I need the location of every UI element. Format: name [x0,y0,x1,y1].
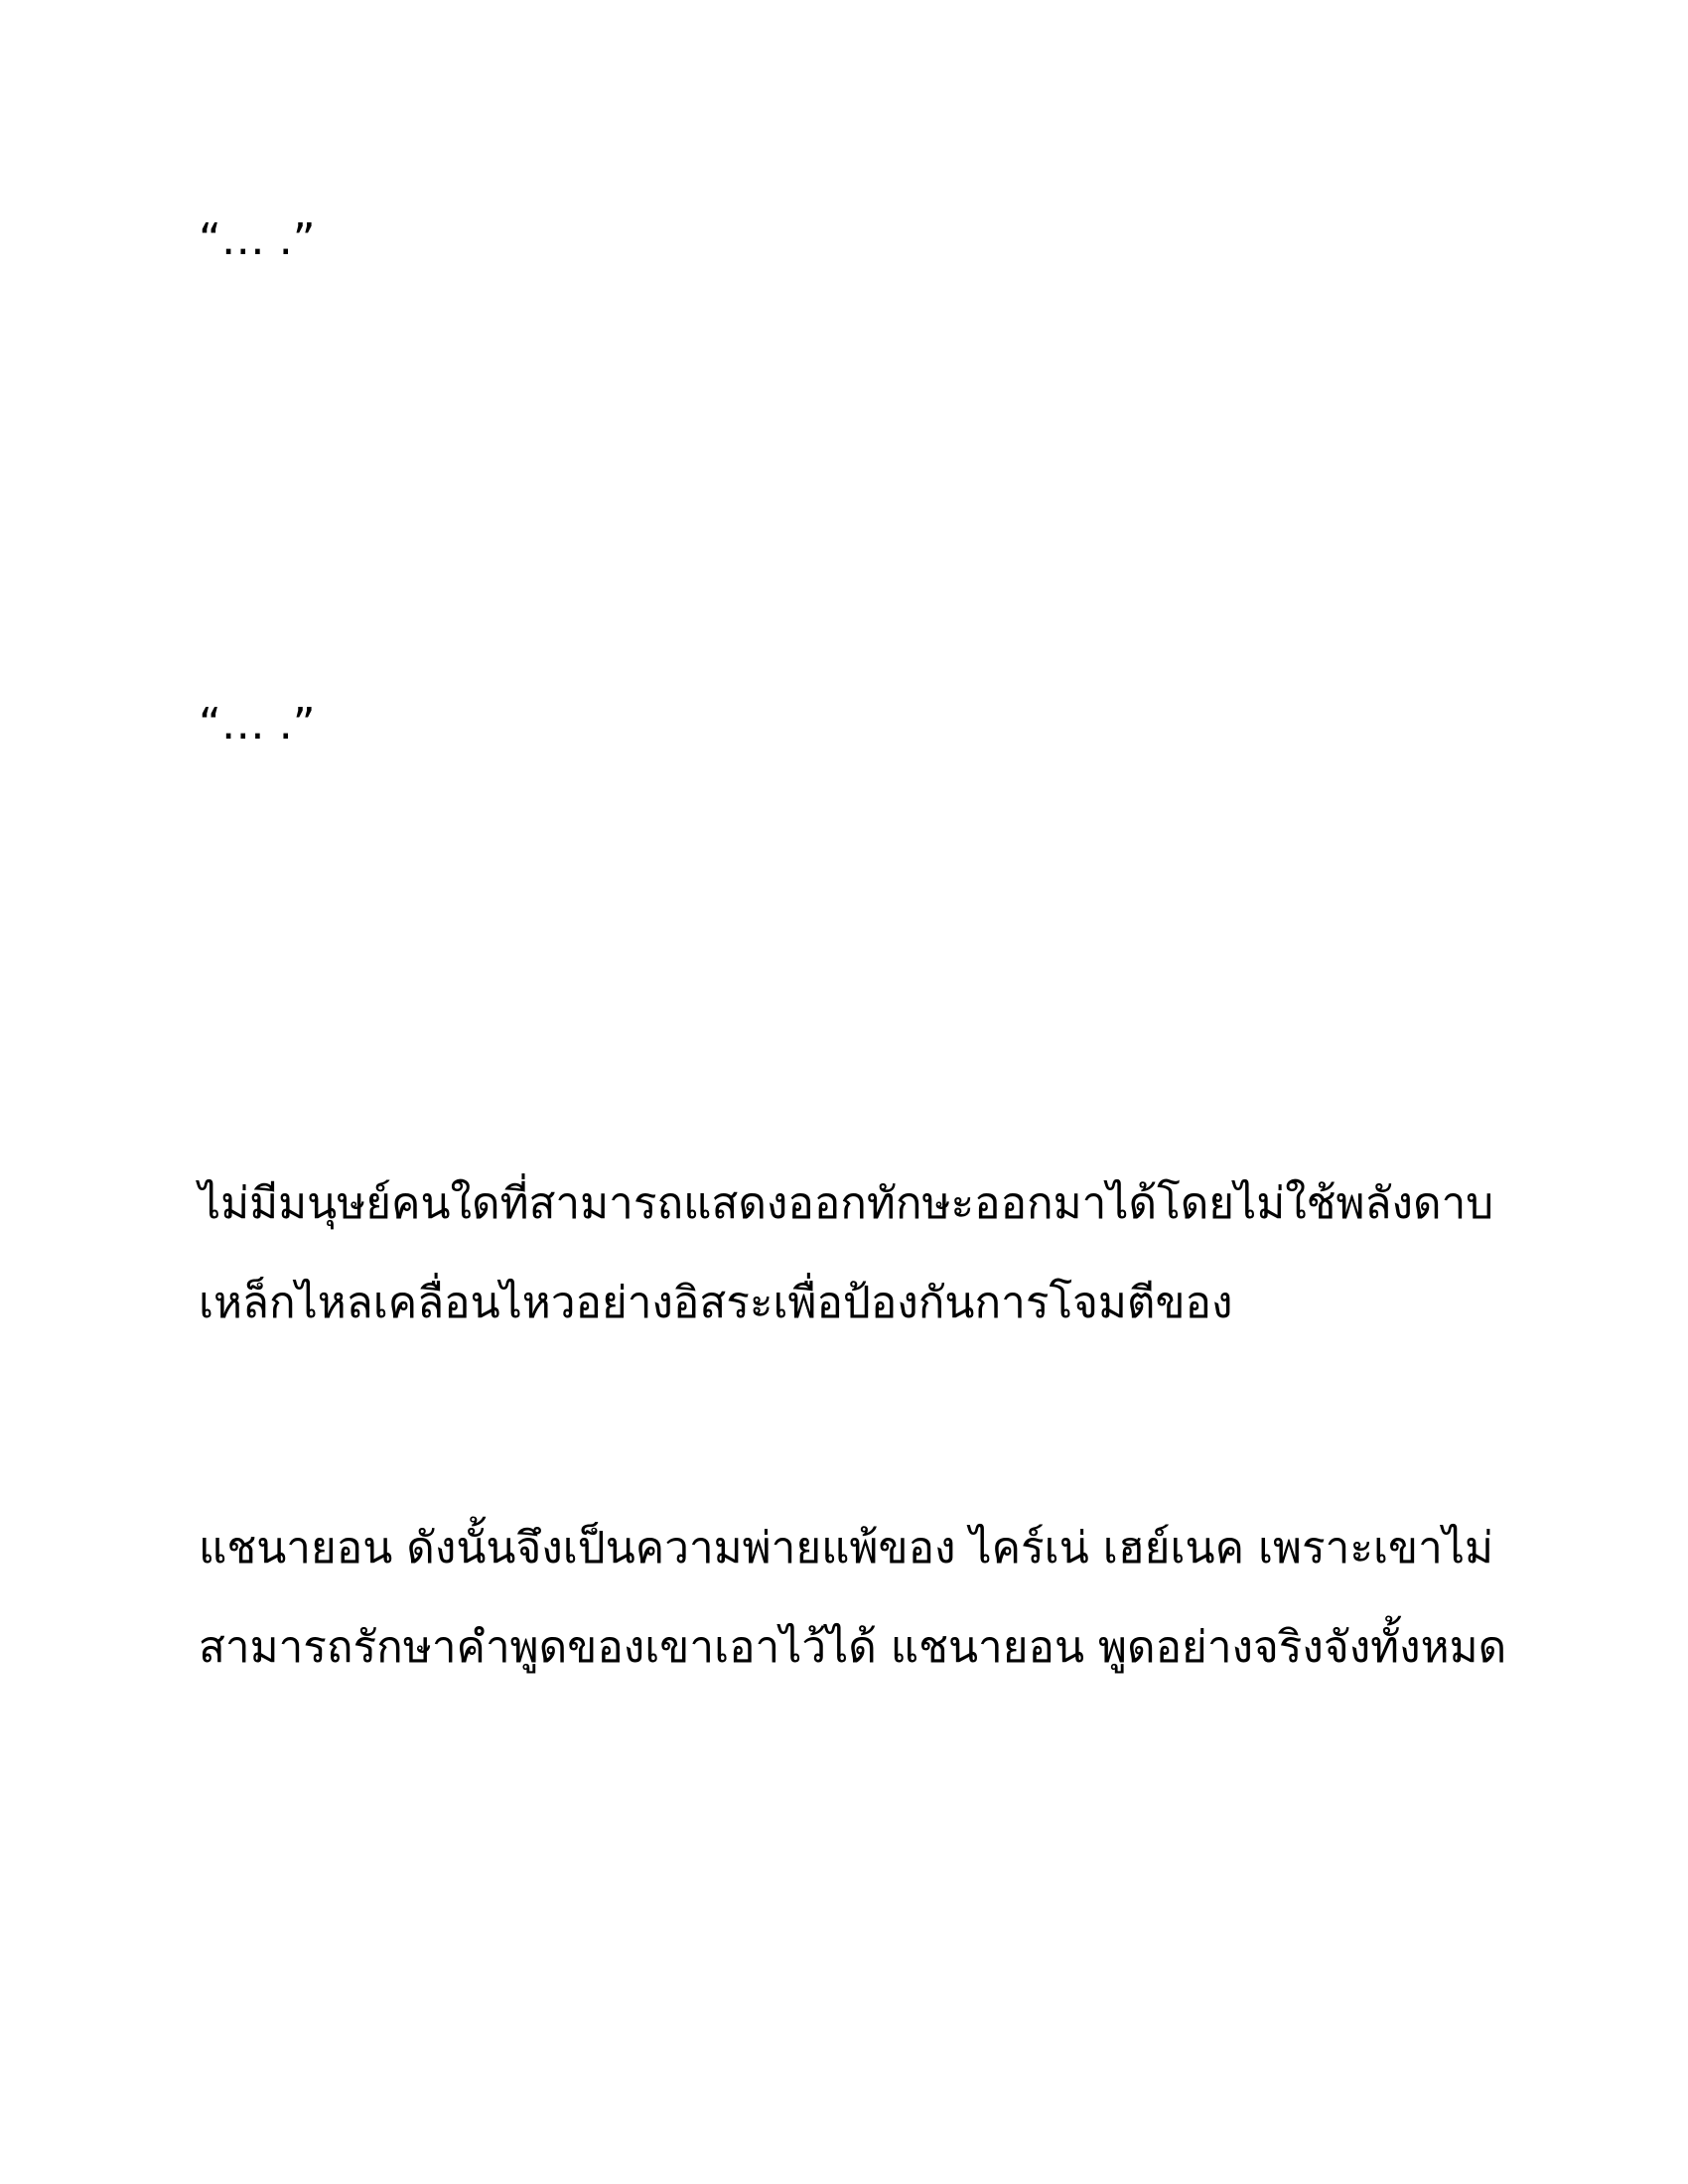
dialogue-quote-2: “… .” [199,699,316,750]
dialogue-quote-1: “… .” [199,214,316,265]
paragraph-2-line-1: แชนายอน ดังนั้นจึงเป็นความพ่ายแพ้ของ ไคร์เน่ เฮย์เนค เพราะเขาไม่ [199,1523,1493,1573]
paragraph-1-line-2: เหล็กไหลเคลื่อนไหวอย่างอิสระเพื่อป้องกันการโจมตีของ [199,1278,1233,1328]
paragraph-1-line-1: ไม่มีมนุษย์คนใดที่สามารถแสดงออกทักษะออกมาได้โดยไม่ใช้พลังดาบ [199,1178,1494,1229]
paragraph-2-line-2: สามารถรักษาคำพูดของเขาเอาไว้ได้ แชนายอน พูดอย่างจริงจังทั้งหมด [199,1622,1507,1673]
